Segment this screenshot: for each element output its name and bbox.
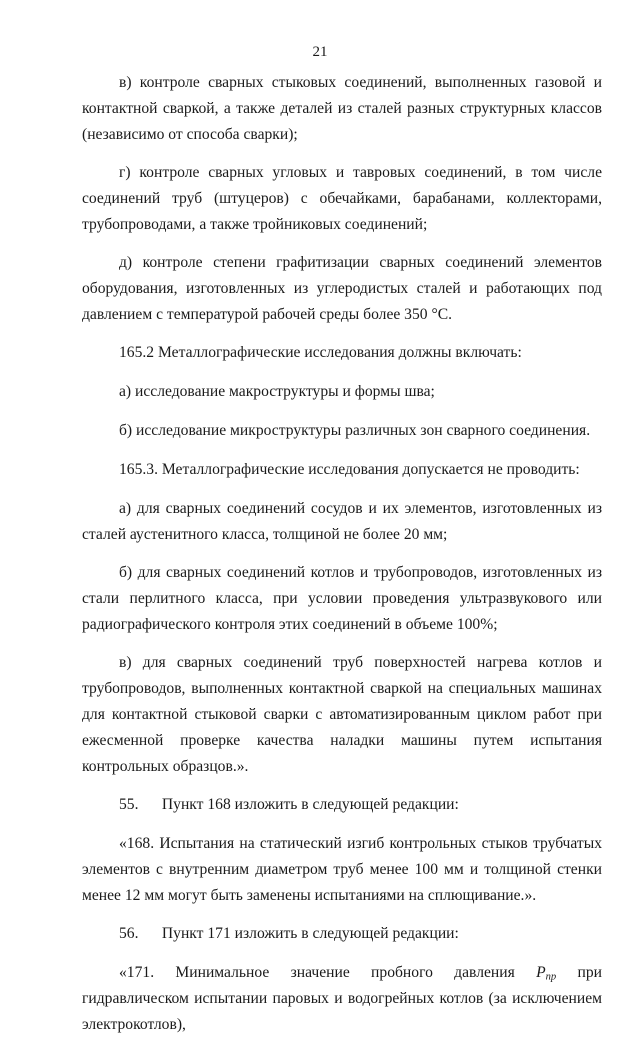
document-body	[82, 70, 602, 1051]
pressure-symbol-subscript: пр	[545, 971, 557, 983]
paragraph-v-butt-joints: в) контроле сварных стыковых соединений, выполненных газовой и контактной сваркой, а также деталей из сталей разных структурных классов (независимо от способа сварки);	[82, 74, 602, 143]
paragraph-165-3-v: в) для сварных соединений труб поверхностей нагрева котлов и трубопроводов, выполненных контактной сваркой на специальных машинах для контактной стыковой сварки с автоматизированным циклом работ при ежесменной проверке качества наладки машины путем испытания контрольных образцов.».	[82, 654, 602, 775]
paragraph-171-before: «171. Минимальное значение пробного давления	[119, 964, 537, 981]
paragraph-item-55: 55. Пункт 168 изложить в следующей редакции:	[119, 796, 459, 813]
paragraph-g-corner-joints: г) контроле сварных угловых и тавровых соединений, в том числе соединений труб (штуцеров) с обечайками, барабанами, коллекторами, трубопроводами, а также тройниковых соединений;	[82, 164, 602, 233]
paragraph-item-56: 56. Пункт 171 изложить в следующей редакции:	[119, 925, 459, 942]
page-number: 21	[312, 44, 328, 60]
paragraph-165-2-a: а) исследование макроструктуры и формы шва;	[119, 383, 435, 400]
paragraph-171	[82, 960, 602, 1038]
paragraph-168: «168. Испытания на статический изгиб контрольных стыков трубчатых элементов с внутренним диаметром труб менее 100 мм и толщиной стенки менее 12 мм могут быть заменены испытаниями на сплющивание.».	[82, 835, 602, 904]
paragraph-171-after: при гидравлическом испытании паровых и водогрейных котлов (за исключением электрокотлов),	[82, 964, 602, 1033]
paragraph-d-graphitization: д) контроле степени графитизации сварных соединений элементов оборудования, изготовленных из углеродистых сталей и работающих под давлением с температурой рабочей среды более 350 °С.	[82, 254, 602, 323]
paragraph-165-3-a: а) для сварных соединений сосудов и их элементов, изготовленных из сталей аустенитного класса, толщиной не более 20 мм;	[82, 500, 602, 543]
paragraph-165-2: 165.2 Металлографические исследования должны включать:	[119, 344, 522, 361]
pressure-symbol-letter: P	[536, 964, 546, 981]
pressure-symbol	[536, 964, 556, 981]
paragraph-165-3-b: б) для сварных соединений котлов и трубопроводов, изготовленных из стали перлитного класса, при условии проведения ультразвукового или радиографического контроля этих соединений в объеме 100%;	[82, 564, 602, 633]
paragraph-165-2-b: б) исследование микроструктуры различных зон сварного соединения.	[119, 422, 591, 439]
paragraph-165-3: 165.3. Металлографические исследования допускается не проводить:	[119, 461, 580, 478]
